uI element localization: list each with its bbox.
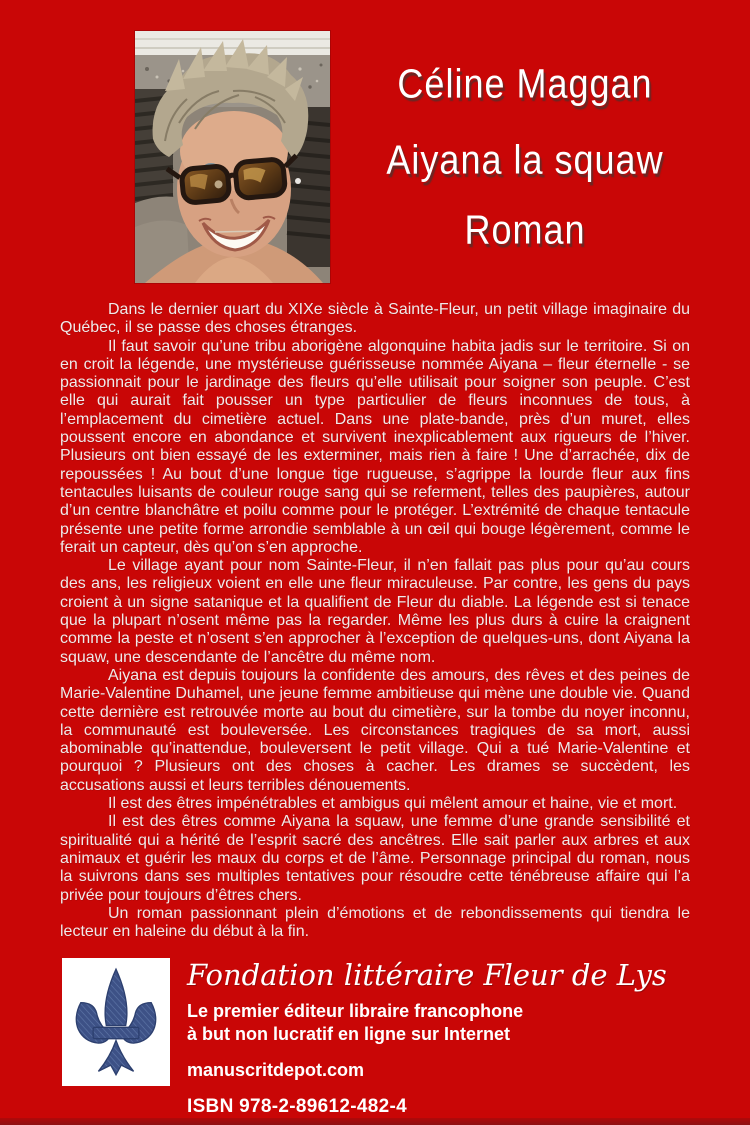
- publisher-tagline-line2: à but non lucratif en ligne sur Internet: [187, 1024, 511, 1044]
- synopsis-paragraph: Dans le dernier quart du XIXe siècle à Sainte-Fleur, un petit village imaginaire du Québec, il se passe des choses étranges.: [60, 301, 690, 337]
- publisher-logo: [62, 958, 170, 1086]
- publisher-block: [62, 958, 667, 1118]
- synopsis-paragraph: Il est des êtres impénétrables et ambigus qui mêlent amour et haine, vie et mort.: [108, 795, 678, 813]
- author-photo: [135, 31, 330, 283]
- synopsis-paragraph: Un roman passionnant plein d’émotions et de rebondissements qui tiendra le lecteur en haleine du début à la fin.: [60, 904, 690, 941]
- synopsis-paragraph: Le village ayant pour nom Sainte-Fleur, il n’en fallait pas plus pour qu’au cours des ans, les religieux voient en elle une fleur miraculeuse. Par contre, les gens du pays croient à un signe satanique et la qualifient de Fleur du diable. La légende est si tenace que la plupart n’osent même pas la regarder. Même les plus durs à cuire la craignent comme la peste et n’osent s’en approcher à l’exception de quelques-uns, dont Aiyana la squaw, une descendante de l’ancêtre du même nom.: [60, 557, 690, 666]
- book-title: Aiyana la squaw: [386, 136, 664, 183]
- publisher-text: [187, 958, 667, 1118]
- author-photo-illustration: [135, 31, 330, 283]
- title-block: [330, 0, 720, 253]
- synopsis-paragraph: Il est des êtres comme Aiyana la squaw, une femme d’une grande sensibilité et spiritualité qui a hérité de l’esprit sacré des ancêtres. Elle sait parler aux arbres et aux animaux et guérir les maux du corps et de l’âme. Personnage principal du roman, nous la suivrons dans ses multiples tentatives pour résoudre cette ténébreuse affaire qui l’a privée pour toujours d’êtres chers.: [60, 813, 690, 904]
- synopsis: [60, 301, 690, 941]
- publisher-name: Fondation littéraire Fleur de Lys: [187, 958, 667, 992]
- synopsis-paragraph: Il faut savoir qu’une tribu aborigène algonquine habita jadis sur le territoire. Si on en croit la légende, une mystérieuse guérisseuse nommée Aiyana – fleur éternelle - se passionnait pour le jardinage des fleurs qu’elle utilisait pour soigner son peuple. C’est elle qui aurait fait pousser un type particulier de fleurs inconnues de tous, à l’emplacement du cimetière actuel. Dans une plate-bande, près d’un muret, elles poussent encore en abondance et survivent inexplicablement aux rigueurs de l’hiver. Plusieurs ont bien essayé de les exterminer, mais rien à faire ! Une d’arrachée, dix de repoussées ! Au bout d’une longue tige rugueuse, s’agrippe la lourde fleur aux fins tentacules luisants de couleur rouge sang qui se referment, telles des paupières, autour d’un centre blanchâtre et poilu comme pour le protéger. L’extrémité de chaque tentacule présente une petite forme arrondie semblable à un œil qui bouge légèrement, comme le ferait un capteur, dès qu’on s’en approche.: [60, 337, 690, 556]
- synopsis-paragraph: Aiyana est depuis toujours la confidente des amours, des rêves et des peines de Marie-Valentine Duhamel, une jeune femme ambitieuse qui mène une double vie. Quand cette dernière est retrouvée morte au bout du cimetière, sur la tombe du noyer inconnu, la communauté est bouleversée. Les circonstances tragiques de sa mort, aussi abominable qu’inattendue, bouleversent le petit village. Qui a tué Marie-Valentine et pourquoi ? Plusieurs ont des choses à cacher. Les drames se succèdent, les accusations aussi et leurs terribles dénouements.: [60, 666, 690, 794]
- author-name: Céline Maggan: [397, 60, 653, 107]
- fleur-de-lys-icon: [72, 966, 160, 1078]
- publisher-website: manuscritdepot.com: [187, 1060, 365, 1080]
- bottom-edge-strip: [0, 1118, 750, 1125]
- publisher-tagline-line1: Le premier éditeur libraire francophone: [187, 1001, 524, 1021]
- genre-label: Roman: [464, 206, 586, 253]
- isbn: ISBN 978-2-89612-482-4: [187, 1096, 407, 1117]
